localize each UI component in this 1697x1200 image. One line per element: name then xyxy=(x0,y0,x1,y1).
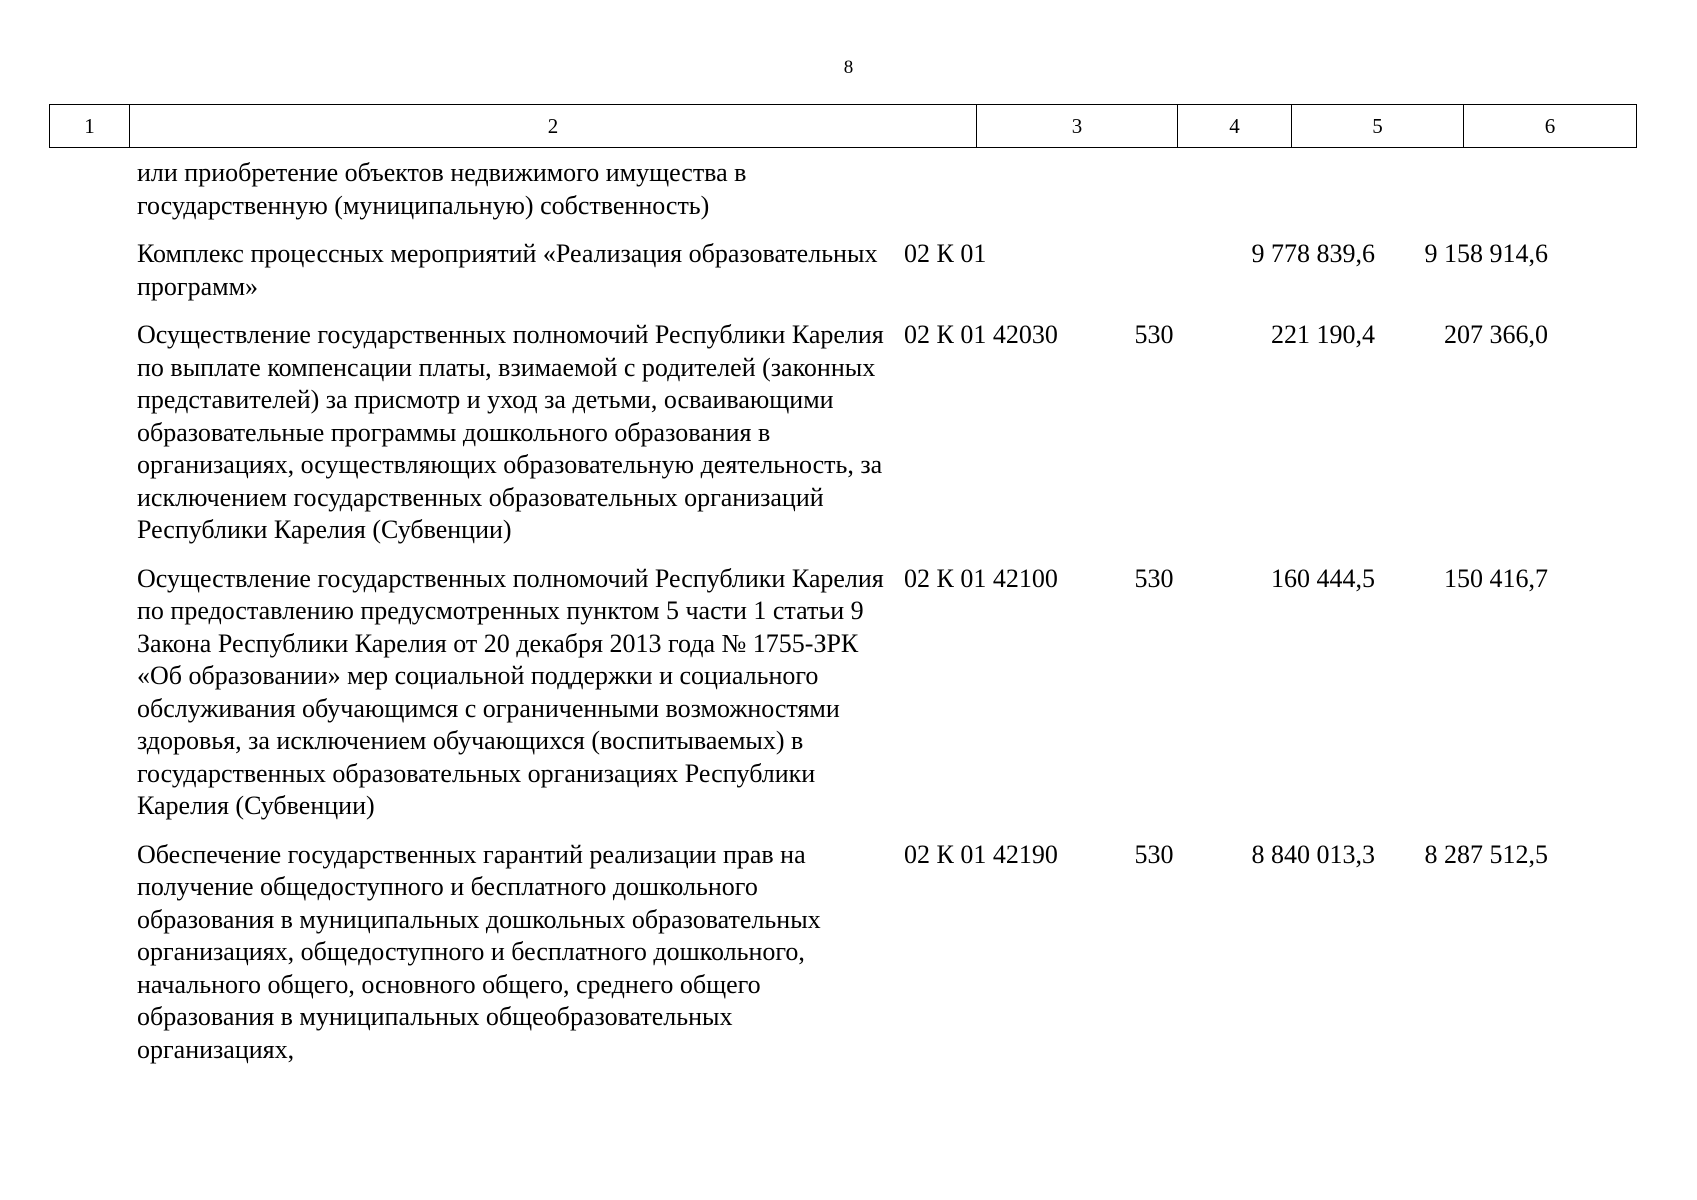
header-col-4: 4 xyxy=(1178,105,1292,148)
row-value-2: 9 158 914,6 xyxy=(1424,239,1548,268)
row-name: или приобретение объектов недвижимого имущества в государственную (муниципальную) собственность) xyxy=(137,158,747,220)
row-name: Обеспечение государственных гарантий реализации прав на получение общедоступного и бесплатного дошкольного образования в муниципальных дошкольных образовательных организациях, общедоступного и бесплатного дошкольного, начального общего, основного общего, среднего общего образования в муниципальных общеобразовательных организациях, xyxy=(137,839,821,1064)
table-row xyxy=(49,157,1636,222)
row-name: Осуществление государственных полномочий Республики Карелия по предоставлению предусмотренных пунктом 5 части 1 статьи 9 Закона Республики Карелия от 20 декабря 2013 года № 1755-ЗРК «Об образовании» мер социальной поддержки и социального обслуживания обучающимся с ограниченными возможностями здоровья, за исключением обучающихся (воспитываемых) в государственных образовательных организациях Республики Карелия (Субвенции) xyxy=(137,563,884,820)
row-value-2: 8 287 512,5 xyxy=(1424,839,1548,869)
row-value-2: 150 416,7 xyxy=(1444,563,1548,593)
row-value-1: 160 444,5 xyxy=(1271,563,1375,593)
header-col-5: 5 xyxy=(1292,105,1464,148)
row-value-1: 8 840 013,3 xyxy=(1251,839,1375,869)
row-code: 02 К 01 42100 xyxy=(904,563,1058,593)
table-row xyxy=(49,839,1636,1067)
row-type: 530 xyxy=(1134,320,1174,349)
row-value-1: 221 190,4 xyxy=(1271,320,1375,349)
row-type: 530 xyxy=(1134,839,1174,869)
table-row xyxy=(49,238,1636,303)
row-type: 530 xyxy=(1134,563,1174,593)
row-value-1: 9 778 839,6 xyxy=(1251,239,1375,268)
table-row xyxy=(49,563,1636,823)
table-header xyxy=(49,104,1637,148)
table-row xyxy=(49,319,1636,547)
row-value-2 xyxy=(1383,157,1556,222)
row-code: 02 К 01 42190 xyxy=(904,839,1058,869)
page-number: 8 xyxy=(843,57,854,78)
header-col-2: 2 xyxy=(130,105,977,148)
row-code: 02 К 01 42030 xyxy=(904,320,1058,349)
header-row xyxy=(50,105,1637,148)
header-col-6: 6 xyxy=(1464,105,1637,148)
row-name: Комплекс процессных мероприятий «Реализация образовательных программ» xyxy=(137,239,878,301)
row-value-2: 207 366,0 xyxy=(1444,320,1548,349)
header-col-1: 1 xyxy=(50,105,130,148)
header-col-3: 3 xyxy=(977,105,1178,148)
row-code: 02 К 01 xyxy=(904,239,987,268)
table-body xyxy=(49,157,1636,1082)
row-type xyxy=(1097,238,1211,303)
row-type xyxy=(1097,157,1211,222)
row-code xyxy=(896,157,1097,222)
row-name: Осуществление государственных полномочий Республики Карелия по выплате компенсации платы, взимаемой с родителей (законных представителей) за присмотр и уход за детьми, осваивающими образовательные программы дошкольного образования в организациях, осуществляющих образовательную деятельность, за исключением государственных образовательных организаций Республики Карелия (Субвенции) xyxy=(137,320,884,544)
row-value-1 xyxy=(1211,157,1383,222)
